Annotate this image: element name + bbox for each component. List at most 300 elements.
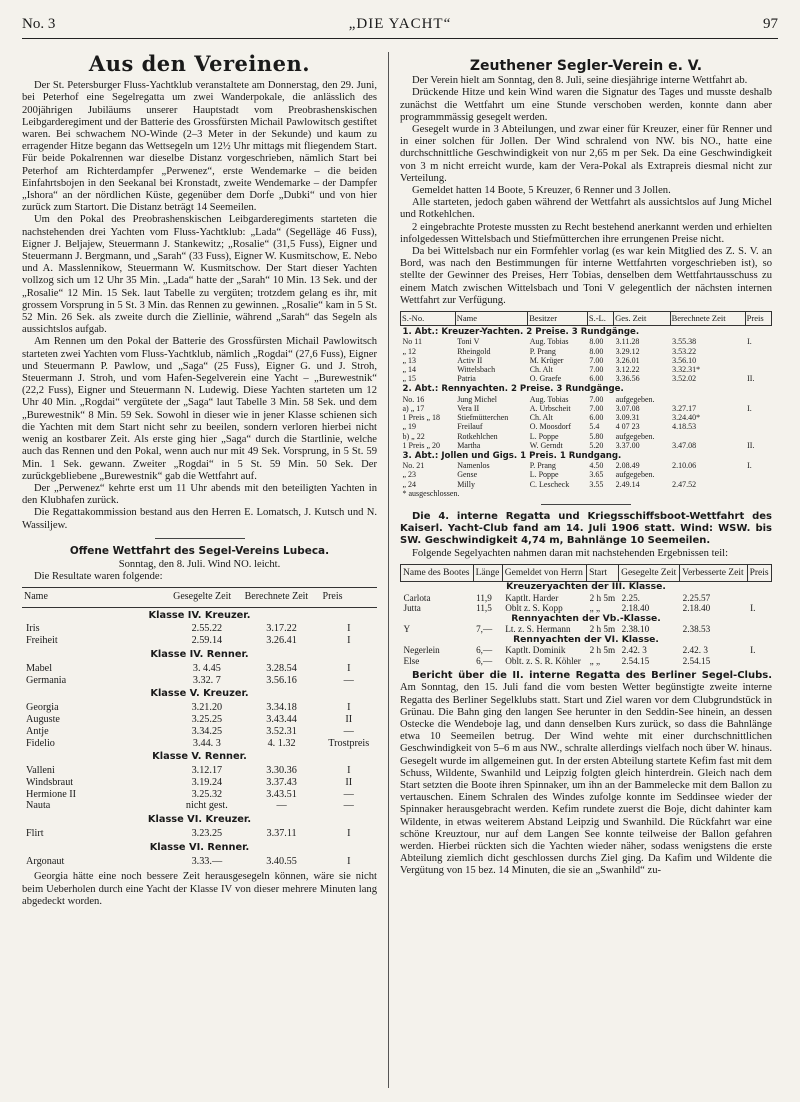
section-title: Aus den Vereinen. xyxy=(88,51,311,76)
division-heading: 3. Abt.: Jollen und Gigs. 1 Preis. 1 Rundgang. xyxy=(402,450,622,461)
table-row xyxy=(401,645,772,656)
table-row xyxy=(22,765,377,777)
column-header: Start xyxy=(587,564,619,582)
table-cell: I. xyxy=(747,337,752,347)
column-header: Länge xyxy=(473,564,502,582)
table-cell: 3.36.56 xyxy=(615,374,640,384)
table-cell: 3.23.25 xyxy=(191,828,223,840)
table-cell: Mabel xyxy=(26,662,53,674)
table-cell: Windsbraut xyxy=(26,776,74,788)
table-cell: 3.25.32 xyxy=(191,788,223,800)
column-header: Gemeldet von Herrn xyxy=(502,564,586,582)
table-cell: 3.26.01 xyxy=(615,355,640,365)
running-header xyxy=(22,16,778,38)
table-cell: Trostpreis xyxy=(328,737,370,749)
table-cell: „ 12 xyxy=(402,346,417,356)
article-paragraph: Die Regattakommission bestand aus den Herren E. Lomatsch, J. Kutsch und N. Wassiljew. xyxy=(22,507,377,531)
table-cell: — xyxy=(276,800,287,812)
left-column xyxy=(22,52,377,908)
kaiser-intro: Folgende Segelyachten nahmen daran mit nachstehenden Ergebnissen teil: xyxy=(412,547,729,559)
table-cell: Toni V xyxy=(457,337,480,347)
table-row xyxy=(401,656,772,667)
table-cell: — xyxy=(343,788,354,800)
class-heading-row xyxy=(401,582,772,593)
division-heading: 2. Abt.: Rennyachten. 2 Preise. 3 Rundgänge. xyxy=(402,384,624,395)
table-cell: b) „ 22 xyxy=(402,431,425,441)
division-heading: 1. Abt.: Kreuzer-Yachten. 2 Preise. 3 Rundgänge. xyxy=(402,327,640,338)
table-row xyxy=(401,461,772,470)
table-cell xyxy=(745,480,771,489)
table-cell: 8.00 xyxy=(589,346,604,356)
zeuthen-results-table xyxy=(400,311,772,498)
table-cell: 2 h 5m xyxy=(589,645,616,656)
table-cell: „ 13 xyxy=(402,355,417,365)
class-heading-row xyxy=(22,812,377,828)
table-cell: A. Urbscheit xyxy=(529,403,571,413)
table-cell: I xyxy=(347,662,351,674)
division-heading-row xyxy=(401,383,772,394)
table-cell: 7.00 xyxy=(589,394,604,404)
class-heading-row xyxy=(401,614,772,625)
table-cell: Else xyxy=(403,655,420,666)
column-header: Preis xyxy=(321,588,377,607)
footnote-row xyxy=(401,489,772,498)
table-cell: — xyxy=(343,725,354,737)
class-heading: Kreuzeryachten der III. Klasse. xyxy=(506,581,666,593)
column-header: Besitzer xyxy=(528,312,588,326)
table-cell: 1 Preis „ 20 xyxy=(402,440,441,450)
table-row xyxy=(22,800,377,812)
table-row xyxy=(22,623,377,635)
table-row xyxy=(22,738,377,750)
table-cell xyxy=(747,656,771,667)
table-cell: Aug. Tobias xyxy=(529,394,569,404)
table-row xyxy=(401,404,772,413)
table-cell: „ 19 xyxy=(402,422,417,432)
lubeca-intro: Die Resultate waren folgende: xyxy=(34,571,163,583)
column-header: Ges. Zeit xyxy=(614,312,670,326)
class-heading: Klasse VI. Renner. xyxy=(149,841,250,853)
column-header: Gesegelte Zeit xyxy=(171,588,243,607)
table-cell: a) „ 17 xyxy=(402,403,425,413)
right-column xyxy=(400,52,772,878)
table-row xyxy=(22,714,377,726)
table-cell: Georgia xyxy=(26,702,59,714)
division-heading-row xyxy=(401,450,772,461)
issue-number: No. 3 xyxy=(22,16,56,32)
table-cell: 3.37.11 xyxy=(266,828,297,840)
article-paragraph: 2 eingebrachte Proteste mussten zu Recht bestehend anerkannt werden und erhielten infolgedessen Wittelsbach und Stiefmütterchen ihre errungenen Preise nicht. xyxy=(400,221,772,245)
table-cell: O. Graefe xyxy=(529,374,562,384)
kaiser-paragraph: Die 4. interne Regatta und Kriegsschiffsboot-Wettfahrt des Kaiserl. Yacht-Club fand am 14. Juli 1906 statt. Wind: WSW. bis SW. Geschwindigkeit 4,74 m, Bahnlänge 10 Seemeilen. xyxy=(400,510,772,547)
table-row xyxy=(401,395,772,404)
zeuthen-title: Zeuthener Segler-Verein e. V. xyxy=(469,58,703,74)
table-cell xyxy=(745,470,771,479)
table-cell: Negerlein xyxy=(403,645,440,656)
table-cell: 11,9 xyxy=(476,592,492,603)
table-cell: „ 15 xyxy=(402,374,417,384)
berlin-text: Am Sonntag, den 15. Juli fand die vom besten Wetter begünstigte zweite interne Regatta des Berliner Segelklubs statt. Start und Ziel waren vor dem Clubgrundstück in Grünau. Die Bahn ging den langen See herunter in den Seddin-See hinein, an dessen Ostecke die Wendeboje lag, und dann denselben Kurs zurück, so dass die Bahnlänge etwa 10 Seemeilen betrug. Der Wind wehte mit einer durchschnittlichen Geschwindigkeit von 5–6 m aus NW., schralte allerdings vielfach noch über W. hinaus. Gesegelt wurde im allgemeinen gut. In der ersten Abteilung startete Kefim fast mit dem Schuss, Wildente, Swanhild und Leipzig folgten gleich hinterdrein. Gleich nach dem Start setzten die Boote ihren Spinnaker, um ihn an der Bammelecke mit dem Ballon zu vertauschen. Einem Schralen des Windes zufolge konnte im Seddinsee wieder der Spinnaker herausgebracht werden. Kefim rundete zuerst die Boje, dicht dahinter kam Wildente, in etwas weiterem Abstand Leipzig und Swanhild. Die Rückfahrt war eine schöne Kreuztour, nur auf dem Langen See konnte teilweise der Ballon gefahren werden. Hierbei rückten sich die Yachten wieder näher, sodass wenigstens die erste Abteilung ziemlich dicht geschlossen durchs Ziel ging. Da Kafim und Wildente die Vergütung von 15 bez. 14 Minuten, die sie an „Swanhild“ zu- xyxy=(400,682,772,877)
table-cell: Jung Michel xyxy=(457,394,497,404)
table-cell: 3.52.31 xyxy=(266,725,297,737)
table-cell: I. xyxy=(750,645,756,656)
table-cell: No. 21 xyxy=(402,461,425,471)
table-cell: Fidelio xyxy=(26,737,55,749)
table-cell: No 11 xyxy=(402,337,422,347)
table-cell: „ 24 xyxy=(402,479,417,489)
table-cell: 3.52.02 xyxy=(672,374,697,384)
table-row xyxy=(22,828,377,840)
table-cell: Patria xyxy=(457,374,476,384)
class-heading: Rennyachten der VI. Klasse. xyxy=(513,633,659,645)
table-row xyxy=(22,856,377,868)
table-cell: 3.28.54 xyxy=(266,662,297,674)
table-cell: 6.00 xyxy=(589,374,604,384)
table-cell: 2.38.53 xyxy=(682,624,711,635)
table-cell: 2.59.14 xyxy=(191,635,223,647)
table-row xyxy=(401,470,772,479)
table-row xyxy=(401,593,772,604)
table-cell: II xyxy=(345,776,353,788)
article-paragraph: Gesegelt wurde in 3 Abteilungen, und zwar einer für Kreuzer, einer für Renner und in einer solchen für Jollen. Der Wind schralend von NW. bis NO., hatte eine durchschnittliche Geschwindigkeit von nur 2,65 m per Sek. Da eine Geschwindigkeit von 3 m nicht erreicht wurde, kam der Vera-Pokal als Extrapreis diesmal nicht zur Verteilung. xyxy=(400,124,772,184)
lubeca-title: Offene Wettfahrt des Segel-Vereins Lubeca. xyxy=(69,544,330,557)
table-cell: 2.25.57 xyxy=(682,592,711,603)
table-row xyxy=(401,422,772,431)
table-cell: 2.42. 3 xyxy=(682,645,708,656)
closing-paragraph: Georgia hätte eine noch bessere Zeit herausgesegeln können, wäre sie nicht beim Ueberholen durch eine Yacht der Klasse IV von dieser mehrere Minuten lang abgedeckt worden. xyxy=(22,871,377,907)
table-cell: Oblt z. S. Kopp xyxy=(505,603,563,614)
table-cell: 3.21.20 xyxy=(191,702,223,714)
table-cell: Ch. Alt xyxy=(529,365,553,375)
table-cell: I xyxy=(347,623,351,635)
table-cell: P. Prang xyxy=(529,461,556,471)
table-cell: Iris xyxy=(26,623,40,635)
table-row xyxy=(22,789,377,801)
berlin-head: Bericht über die II. interne Regatta des Berliner Segel-Clubs. xyxy=(412,670,772,682)
table-cell: L. Poppe xyxy=(529,431,559,441)
separator xyxy=(541,504,631,505)
column-header: Name xyxy=(22,588,171,607)
table-cell: 2 h 5m xyxy=(589,592,616,603)
table-cell: 3.17.22 xyxy=(266,623,297,635)
article-paragraph: Der Verein hielt am Sonntag, den 8. Juli, seine diesjährige interne Wettfahrt ab. xyxy=(412,75,748,87)
class-heading: Rennyachten der Vb.-Klasse. xyxy=(511,612,661,624)
table-cell: 4. 1.32 xyxy=(267,737,296,749)
table-cell: aufgegeben. xyxy=(615,394,655,404)
table-cell: 2.55.22 xyxy=(191,623,223,635)
table-row xyxy=(22,702,377,714)
table-cell: Oblt. z. S. R. Köhler xyxy=(505,655,581,666)
table-cell: Activ II xyxy=(457,355,483,365)
table-cell: Wittelsbach xyxy=(457,365,496,375)
class-heading-row xyxy=(22,686,377,702)
class-heading-row xyxy=(401,635,772,646)
table-cell xyxy=(747,593,771,604)
table-row xyxy=(401,337,772,346)
table-cell: 3.56.16 xyxy=(266,674,297,686)
column-header: Gesegelte Zeit xyxy=(619,564,680,582)
table-cell: 2.47.52 xyxy=(672,479,697,489)
table-row xyxy=(401,374,772,383)
table-cell: Y xyxy=(403,624,411,635)
table-cell: 2.49.14 xyxy=(615,479,640,489)
table-cell xyxy=(745,365,771,374)
table-cell: Milly xyxy=(457,479,475,489)
table-row xyxy=(401,356,772,365)
table-cell: 6,— xyxy=(476,655,493,666)
table-cell: 4.50 xyxy=(589,461,604,471)
table-cell xyxy=(745,356,771,365)
table-cell: 5.20 xyxy=(589,440,604,450)
article-paragraph: Um den Pokal des Preobrashenskischen Leibgarderegiments starteten die nachstehenden drei Yachten vom Fluss-Yachtklub: „Lada“ (Segelläge 46 Fuss), Eigner J. Beljajew, Steuermann J. Stankewitz; „Rosalie“ (31,5 Fuss), Eigner und Steuermann J. Bergmann, und „Sarah“ (33 Fuss), Eigner W. Kusmitschow, E. Nebo und A. Masslennikow, Steuermann W. Kusmitschow. Der Start dieser Yachten vollzog sich um 12 Uhr 35 Min. „Lada“ hatte der „Sarah“ 10 Min. 13 Sek. und der „Rosalie“ 12 Min. 15 Sek. laut Tabelle zu vergüten; trotzdem gelang es ihr, mit grossem Vorsprung in 5 St. 3 Min. das Rennen zu gewinnen. „Rosalie“ kam in 5 St. 52 Min. 26 Sek. als zweite durch die Ziellinie, während „Sarah“ das Segeln als aussichtslos aufgab. xyxy=(22,214,377,336)
table-cell: I xyxy=(347,855,351,867)
table-cell: L. Poppe xyxy=(529,470,559,480)
table-cell: Martha xyxy=(457,440,481,450)
table-cell: 4.18.53 xyxy=(672,422,697,432)
table-cell: Freiheit xyxy=(26,635,58,647)
table-cell: 2.42. 3 xyxy=(621,645,647,656)
table-cell xyxy=(670,432,745,441)
berlin-paragraph xyxy=(400,670,772,877)
table-cell: 3.27.17 xyxy=(672,403,697,413)
table-cell: 2.38.10 xyxy=(621,624,650,635)
table-cell: — xyxy=(343,800,354,812)
column-header: Preis xyxy=(745,312,771,326)
header-rule xyxy=(22,38,778,39)
class-heading: Klasse IV. Kreuzer. xyxy=(148,609,251,621)
table-cell xyxy=(670,395,745,404)
table-cell: No. 16 xyxy=(402,394,425,404)
table-cell: 3.29.12 xyxy=(615,346,640,356)
column-header: Name xyxy=(455,312,528,326)
table-row xyxy=(401,480,772,489)
table-cell: 5.4 xyxy=(589,422,600,432)
table-cell: C. Lescheck xyxy=(529,479,570,489)
column-header: Verbesserte Zeit xyxy=(680,564,747,582)
table-cell xyxy=(745,395,771,404)
table-cell: 6.00 xyxy=(589,413,604,423)
table-cell: Aug. Tobias xyxy=(529,337,569,347)
article-paragraph: Gemeldet hatten 14 Boote, 5 Kreuzer, 6 Renner und 3 Jollen. xyxy=(412,185,671,197)
table-cell: 3.37.00 xyxy=(615,440,640,450)
table-cell: II. xyxy=(747,374,755,384)
table-cell: Valleni xyxy=(26,765,55,777)
table-cell: 7.00 xyxy=(589,365,604,375)
table-cell: 3.24.40* xyxy=(672,413,701,423)
table-cell: 3.19.24 xyxy=(191,776,223,788)
table-cell xyxy=(745,347,771,356)
table-row xyxy=(22,663,377,675)
table-cell: Nauta xyxy=(26,800,51,812)
table-cell: 8.00 xyxy=(589,337,604,347)
table-cell: 3.32.31* xyxy=(672,365,701,375)
column-header: Berechnete Zeit xyxy=(243,588,321,607)
table-cell: I xyxy=(347,828,351,840)
article-paragraph: Der St. Petersburger Fluss-Yachtklub veranstaltete am Donnerstag, den 29. Juni, bei Peterhof eine Segelregatta um zwei Wanderpokale, die anlässlich des 200jährigen Jubiläums unserer Hauptstadt vom Preobrashenskischen Leibgarderegiment und der Batterie des Grossfürsten Michail Pawlowitsch gestiftet waren. Bei schwachem NO-Winde (2–3 Meter in der Sekunde) und kaum zu erragender Hitze begann das Wettsegeln um 12½ Uhr mittags mit fliegendem Start. Für beide Pokalrennen war dieselbe Distanz vorgeschrieben, nämlich Start bei Peterhof am Richterdampfer „Perwenez“, erste Wendemarke – die beiden Einfahrtsbojen in den Seekanal bei Kronstadt, zweite Wendemarke – der Dampfer „Ishora“ an der nördlichen Küste, gegenüber dem Dorfe „Dubki“ und von hier zurück zum Startort. Die Distanz beträgt 14 Seemeilen. xyxy=(22,80,377,214)
column-header: S.-No. xyxy=(401,312,456,326)
table-cell: 2.18.40 xyxy=(682,603,711,614)
table-cell: „ „ xyxy=(589,603,601,614)
table-cell: Gense xyxy=(457,470,478,480)
table-cell: aufgegeben. xyxy=(615,470,655,480)
table-cell: 3.65 xyxy=(589,470,604,480)
class-heading-row xyxy=(22,749,377,765)
table-row xyxy=(22,675,377,687)
table-cell: Germania xyxy=(26,674,67,686)
table-cell: 3.32. 7 xyxy=(192,674,221,686)
table-row xyxy=(22,635,377,647)
class-heading: Klasse IV. Renner. xyxy=(150,648,249,660)
table-row xyxy=(401,413,772,422)
table-cell: 2.10.06 xyxy=(672,461,697,471)
class-heading-row xyxy=(22,607,377,623)
table-cell: 3.53.22 xyxy=(672,346,697,356)
table-cell: 2.18.40 xyxy=(621,603,650,614)
table-cell xyxy=(745,422,771,431)
footnote: * ausgeschlossen. xyxy=(402,488,460,498)
table-cell: 3. 4.45 xyxy=(192,662,221,674)
class-heading: Klasse V. Renner. xyxy=(152,751,247,763)
table-cell: 3.34.25 xyxy=(191,725,223,737)
table-cell: Argonaut xyxy=(26,855,65,867)
table-cell: Antje xyxy=(26,725,49,737)
table-cell: 4 07 23 xyxy=(615,422,640,432)
kaiser-results-table xyxy=(400,564,772,667)
table-cell: „ „ xyxy=(589,655,601,666)
table-cell: 3.43.51 xyxy=(266,788,297,800)
column-header: Berechnete Zeit xyxy=(670,312,745,326)
table-cell: nicht gest. xyxy=(185,800,228,812)
column-header: Preis xyxy=(747,564,771,582)
table-cell: 3.33.— xyxy=(191,855,223,867)
table-cell: P. Prang xyxy=(529,346,556,356)
table-cell: M. Krüger xyxy=(529,355,564,365)
article-paragraph: Alle starteten, jedoch gaben während der Wettfahrt als aussichtslos auf Jung Michel und Rotkehlchen. xyxy=(400,197,772,221)
table-cell: 7.00 xyxy=(589,355,604,365)
class-heading: Klasse VI. Kreuzer. xyxy=(147,814,252,826)
table-cell: Rotkehlchen xyxy=(457,431,498,441)
table-cell: 3.30.36 xyxy=(266,765,297,777)
table-cell: 3.43.44 xyxy=(266,713,297,725)
table-cell: Auguste xyxy=(26,713,60,725)
table-cell: W. Gerndt xyxy=(529,440,563,450)
table-cell: I. xyxy=(747,461,752,471)
table-cell xyxy=(745,432,771,441)
table-cell: I. xyxy=(750,603,756,614)
table-cell: 3.37.43 xyxy=(266,776,297,788)
table-row xyxy=(401,365,772,374)
table-cell: 7,— xyxy=(476,624,493,635)
table-cell: II xyxy=(345,713,353,725)
class-heading-row xyxy=(22,840,377,856)
table-cell: I. xyxy=(747,403,752,413)
class-heading-row xyxy=(22,647,377,663)
table-cell: 6,— xyxy=(476,645,493,656)
table-cell: „ 14 xyxy=(402,365,417,375)
table-cell: I xyxy=(347,765,351,777)
table-cell: 11,5 xyxy=(476,603,492,614)
table-cell: 3.09.31 xyxy=(615,413,640,423)
table-cell: O. Moosdorf xyxy=(529,422,572,432)
table-cell: 3.40.55 xyxy=(266,855,297,867)
table-cell: 3.55 xyxy=(589,479,604,489)
lubeca-results-table xyxy=(22,587,377,867)
table-cell: Kaptlt. Harder xyxy=(505,592,559,603)
table-cell: aufgegeben. xyxy=(615,431,655,441)
table-cell: 3.44. 3 xyxy=(192,737,221,749)
table-cell: Flirt xyxy=(26,828,44,840)
table-cell: Lt. z. S. Hermann xyxy=(505,624,571,635)
table-cell: 3.47.08 xyxy=(672,440,697,450)
table-cell: 3.07.08 xyxy=(615,403,640,413)
table-cell: 7.00 xyxy=(589,403,604,413)
table-cell: 3.11.28 xyxy=(615,337,640,347)
table-cell: 2.08.49 xyxy=(615,461,640,471)
separator xyxy=(155,538,245,539)
article-paragraph: Da bei Wittelsbach nur ein Formfehler vorlag (es war kein Mitglied des Z. S. V. an Bord, was nach den Bestimmungen für interne Wettfahrten vorgeschrieben ist), so stellte der Gewinner des Preises, Herr Tobias, denselben dem Wettfahrtausschuss zu einem Match zwischen Wittelsbach und Toni V gelegentlich der nächsten internen Wettfahrt zur Verfügung. xyxy=(400,246,772,306)
table-row xyxy=(401,441,772,450)
table-cell: 3.25.25 xyxy=(191,713,223,725)
article-paragraph: Am Rennen um den Pokal der Batterie des Grossfürsten Michail Pawlowitsch starteten zwei Yachten vom Fluss-Yachtklub, nämlich „Rogdai“ (27,6 Fuss), Eigner und Steuermann P. Pawlow, und „Saga“ (25 Fuss), Eigner G. und J. Stroh, Steuermann J. Stroh, und vom Hafen-Segelverein eine Yacht – „Burewestnik“ (22,2 Fuss), Eigner und Steuermann N. Ludewig. Diese Yachten starteten um 12 Uhr 40 Min. „Rogdai“ vergütete der „Saga“ laut Tabelle 3 Min. 58 Sek. und dem „Burewestnik“ 8 Min. 59 Sek. Sowohl in dieser wie in jener Klasse schienen sich die Yachten mit dem Start nicht sehr zu beeilen, sondern verloren hierbei nicht wenig an kostbarer Zeit. Als erste ging hier „Saga“ durch die Startlinie, welche auch das Rennen und den Pokal, wenn auch nur mit 49 Sek. Vorsprung, in 5 St. 59 Min. 1 Sek. gewann. Zweiter „Rogdai“ in 5 St. 59 Min. 50 Sek. Der zurückgebliebene „Burewestnik“ gab die Wettfahrt auf. xyxy=(22,336,377,482)
class-heading: Klasse V. Kreuzer. xyxy=(150,688,249,700)
journal-title: „DIE YACHT“ xyxy=(348,16,452,32)
table-cell: 3.34.18 xyxy=(266,702,297,714)
table-row xyxy=(401,432,772,441)
table-cell: Stiefmütterchen xyxy=(457,413,509,423)
table-cell: I xyxy=(347,702,351,714)
table-cell: 2.54.15 xyxy=(621,655,650,666)
article-paragraph: Der „Perwenez“ kehrte erst um 11 Uhr abends mit den beteiligten Yachten in den Klubhafen zurück. xyxy=(22,482,377,507)
column-divider xyxy=(388,52,389,1088)
table-cell: „ 23 xyxy=(402,470,417,480)
table-cell: 1 Preis „ 18 xyxy=(402,413,441,423)
column-header: S.-L. xyxy=(587,312,613,326)
table-cell: 3.56.10 xyxy=(672,355,697,365)
table-cell: 2 h 5m xyxy=(589,624,616,635)
table-cell: 2.54.15 xyxy=(682,655,711,666)
table-cell xyxy=(745,413,771,422)
table-cell: Ch. Alt xyxy=(529,413,553,423)
table-cell: 3.12.17 xyxy=(191,765,223,777)
table-row xyxy=(401,347,772,356)
table-cell: Vera II xyxy=(457,403,480,413)
table-cell: 2.25. xyxy=(621,592,640,603)
table-cell: Carlota xyxy=(403,592,431,603)
article-paragraph: Drückende Hitze und kein Wind waren die Signatur des Tages und musste deshalb zunächst die Wettfahrt um eine Stunde verschoben werden, konnte dann aber programmmässig gesegelt werden. xyxy=(400,87,772,123)
table-cell: — xyxy=(343,674,354,686)
page-number: 97 xyxy=(763,16,778,32)
table-cell: 5.80 xyxy=(589,431,604,441)
table-cell xyxy=(747,624,771,635)
table-row xyxy=(22,726,377,738)
table-cell: Kaptlt. Dominik xyxy=(505,645,566,656)
table-cell xyxy=(670,470,745,479)
lubeca-date: Sonntag, den 8. Juli. Wind NO. leicht. xyxy=(118,558,281,570)
table-cell: I xyxy=(347,635,351,647)
column-header: Name des Bootes xyxy=(401,564,474,582)
table-row xyxy=(22,777,377,789)
table-cell: 3.55.38 xyxy=(672,337,697,347)
table-cell: Hermione II xyxy=(26,788,77,800)
table-cell: 3.12.22 xyxy=(615,365,640,375)
table-cell: II. xyxy=(747,440,755,450)
table-cell: 3.26.41 xyxy=(266,635,297,647)
table-cell: Freilauf xyxy=(457,422,483,432)
table-cell: Rheingold xyxy=(457,346,491,356)
table-cell: Jutta xyxy=(403,603,421,614)
table-cell: Namenlos xyxy=(457,461,490,471)
division-heading-row xyxy=(401,326,772,338)
